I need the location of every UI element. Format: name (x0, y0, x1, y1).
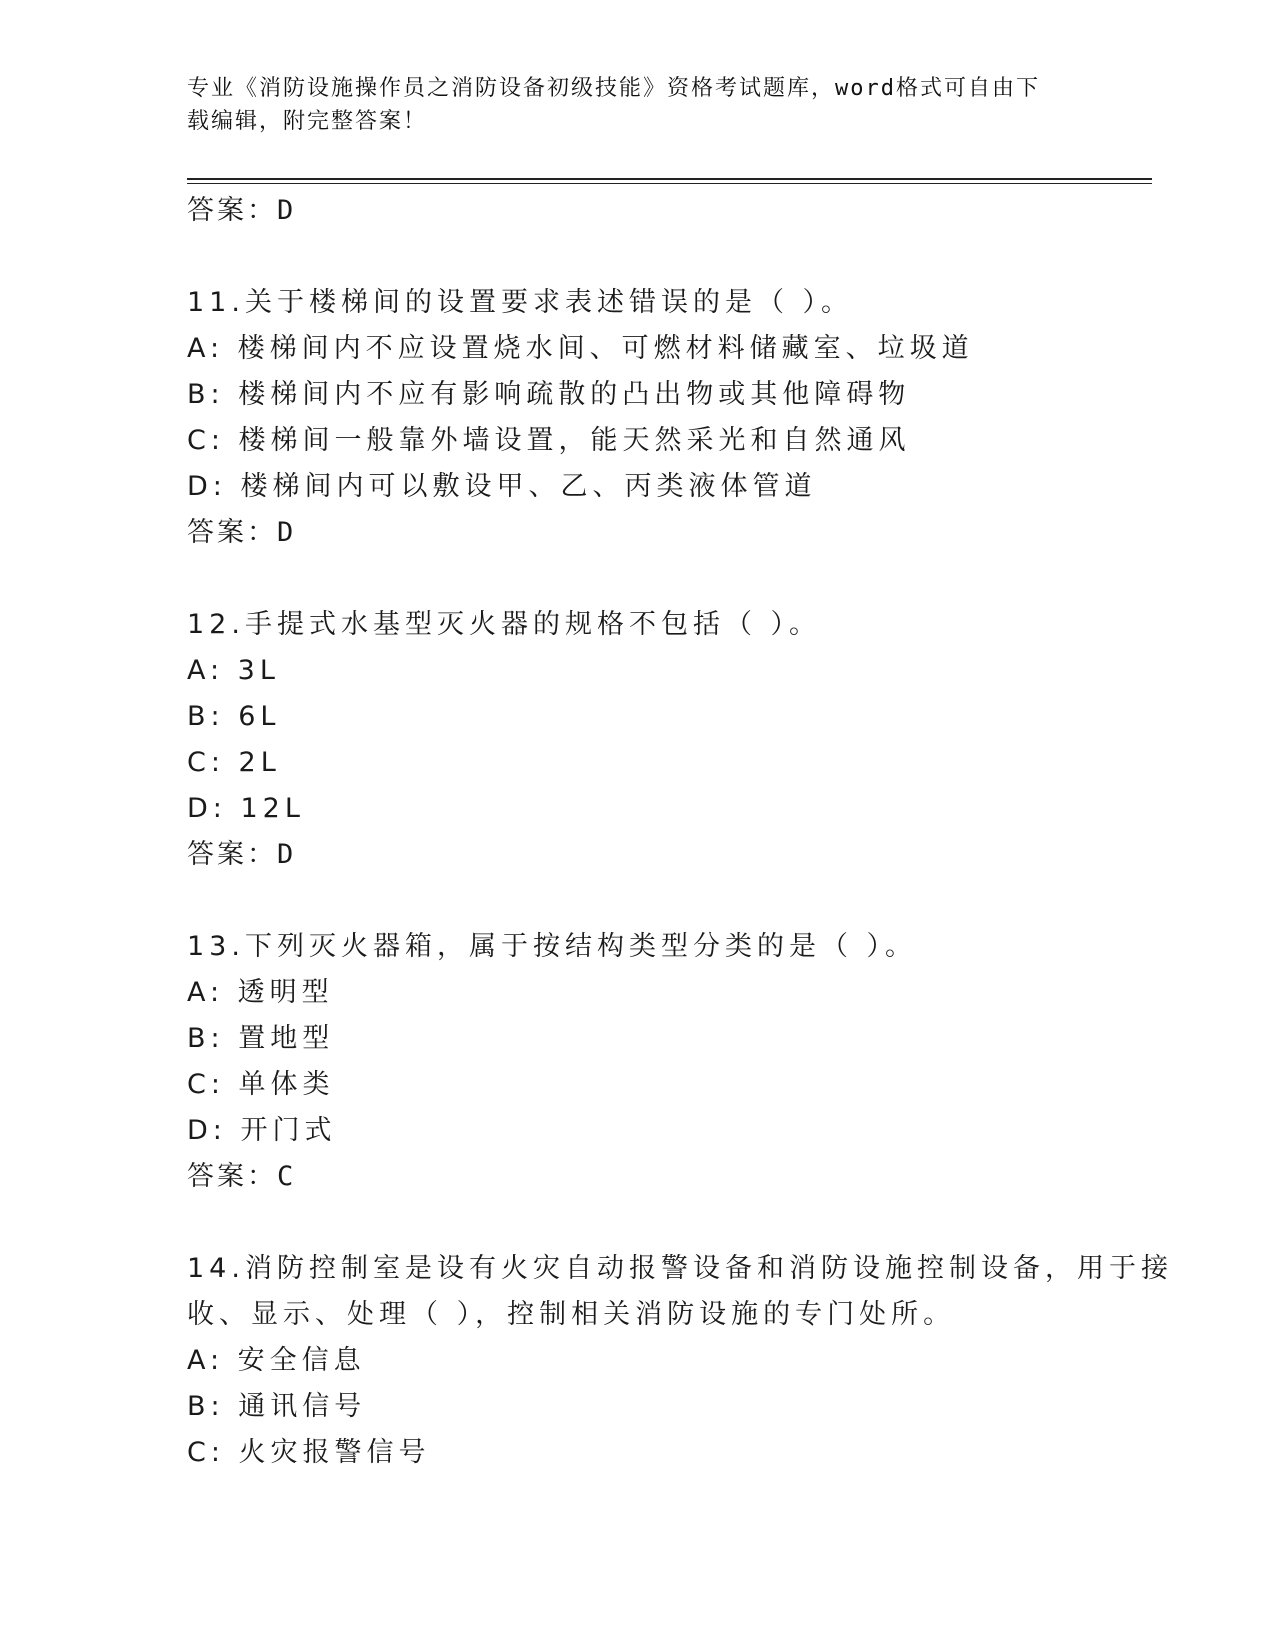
option-d: D: 开门式 (187, 1115, 337, 1146)
option-a: A: 安全信息 (187, 1345, 366, 1376)
answer-previous: 答案：D (187, 195, 297, 226)
header-divider-thick (187, 178, 1152, 180)
spacer (187, 878, 1127, 924)
option-b: B: 通讯信号 (187, 1391, 367, 1422)
question-stem: 11.关于楼梯间的设置要求表述错误的是（ ）。 (187, 287, 854, 318)
answer: 答案：D (187, 839, 297, 870)
option-b: B: 6L (187, 701, 281, 732)
question-stem-line-2: 收、显示、处理（ ），控制相关消防设施的专门处所。 (187, 1299, 956, 1330)
option-b: B: 置地型 (187, 1023, 335, 1054)
spacer (187, 234, 1127, 280)
option-a: A: 楼梯间内不应设置烧水间、可燃材料储藏室、垃圾道 (187, 333, 974, 364)
question-13 (187, 924, 1127, 1200)
spacer (187, 556, 1127, 602)
option-c: C: 火灾报警信号 (187, 1437, 431, 1468)
option-a: A: 3L (187, 655, 280, 686)
question-stem: 12.手提式水基型灭火器的规格不包括（ ）。 (187, 609, 822, 640)
answer: 答案：D (187, 517, 297, 548)
question-14 (187, 1246, 1173, 1476)
option-b: B: 楼梯间内不应有影响疏散的凸出物或其他障碍物 (187, 379, 911, 410)
option-c: C: 楼梯间一般靠外墙设置，能天然采光和自然通风 (187, 425, 911, 456)
option-c: C: 2L (187, 747, 281, 778)
option-c: C: 单体类 (187, 1069, 335, 1100)
answer: 答案：C (187, 1161, 297, 1192)
question-stem-line-1: 14.消防控制室是设有火灾自动报警设备和消防设施控制设备，用于接 (187, 1253, 1173, 1284)
spacer (187, 1200, 1127, 1246)
question-12 (187, 602, 1127, 878)
header-divider-thin (187, 183, 1152, 184)
question-stem: 13.下列灭火器箱，属于按结构类型分类的是（ ）。 (187, 931, 918, 962)
header-line-1: 专业《消防设施操作员之消防设备初级技能》资格考试题库，word格式可自由下 (187, 76, 1040, 101)
option-d: D: 12L (187, 793, 305, 824)
question-list (187, 188, 1173, 1476)
question-11 (187, 280, 1127, 556)
header-line-2: 载编辑，附完整答案！ (187, 109, 428, 134)
option-a: A: 透明型 (187, 977, 334, 1008)
document-header (187, 72, 1087, 138)
option-d: D: 楼梯间内可以敷设甲、乙、丙类液体管道 (187, 471, 817, 502)
